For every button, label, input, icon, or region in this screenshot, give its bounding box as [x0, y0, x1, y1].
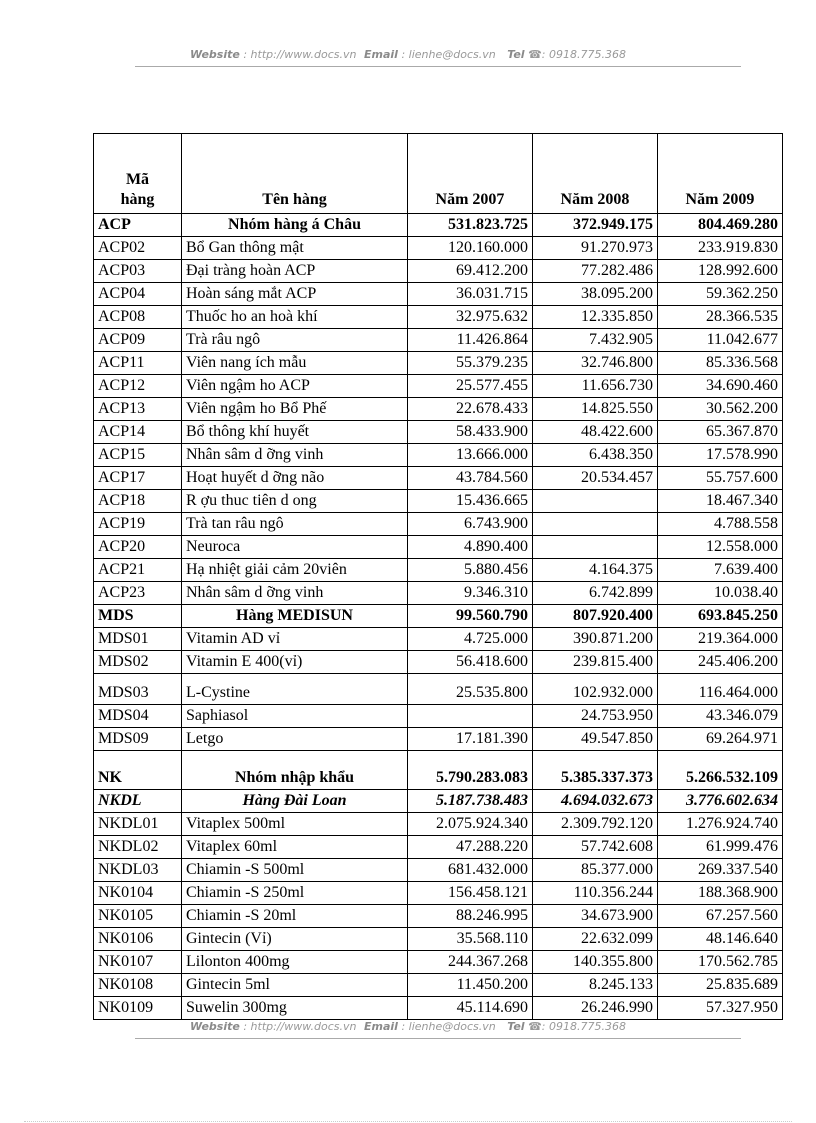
table-row: [94, 674, 783, 705]
page-bottom-divider: [24, 1121, 792, 1122]
col-header-code: Mã hàng: [94, 134, 182, 214]
page-footer: [0, 1020, 816, 1033]
cell-name: Nhóm nhập khẩu: [182, 751, 408, 790]
cell-2008: 91.270.973: [533, 237, 658, 260]
cell-2009: 3.776.602.634: [658, 790, 783, 813]
table-row: [94, 444, 783, 467]
cell-name: Đại tràng hoàn ACP: [182, 260, 408, 283]
cell-2007: 58.433.900: [408, 421, 533, 444]
cell-name: Hoàn sáng mắt ACP: [182, 283, 408, 306]
cell-2008: 11.656.730: [533, 375, 658, 398]
email-value[interactable]: : lienhe@docs.vn: [401, 48, 496, 61]
cell-2008: 4.694.032.673: [533, 790, 658, 813]
footer-email-value[interactable]: : lienhe@docs.vn: [401, 1020, 496, 1033]
cell-code: NK0108: [94, 974, 182, 997]
cell-name: Vitamin E 400(vỉ): [182, 651, 408, 674]
cell-2009: 804.469.280: [658, 214, 783, 237]
table-row: [94, 513, 783, 536]
cell-name: Hàng MEDISUN: [182, 605, 408, 628]
cell-2009: 57.327.950: [658, 997, 783, 1020]
cell-name: Gintecin (Vỉ): [182, 928, 408, 951]
col-header-2009: Năm 2009: [658, 134, 783, 214]
cell-name: Trà râu ngô: [182, 329, 408, 352]
cell-name: Chiamin -S 250ml: [182, 882, 408, 905]
cell-name: R ợu thuc tiên d ong: [182, 490, 408, 513]
table-row: [94, 306, 783, 329]
cell-2009: 48.146.640: [658, 928, 783, 951]
cell-2007: 2.075.924.340: [408, 813, 533, 836]
cell-2009: 693.845.250: [658, 605, 783, 628]
cell-2009: 233.919.830: [658, 237, 783, 260]
cell-2008: 38.095.200: [533, 283, 658, 306]
cell-name: Saphiasol: [182, 705, 408, 728]
table-row: [94, 974, 783, 997]
cell-code: NK0109: [94, 997, 182, 1020]
table-row: [94, 582, 783, 605]
cell-2007: 43.784.560: [408, 467, 533, 490]
cell-2009: 1.276.924.740: [658, 813, 783, 836]
cell-2007: 11.426.864: [408, 329, 533, 352]
table-row: [94, 790, 783, 813]
cell-code: ACP20: [94, 536, 182, 559]
cell-name: Hàng Đài Loan: [182, 790, 408, 813]
table-row: [94, 651, 783, 674]
cell-2008: 4.164.375: [533, 559, 658, 582]
cell-2007: 5.790.283.083: [408, 751, 533, 790]
website-label: Website: [190, 48, 240, 61]
cell-name: Viên nang ích mẫu: [182, 352, 408, 375]
cell-code: ACP08: [94, 306, 182, 329]
table-row: [94, 628, 783, 651]
cell-name: Gintecin 5ml: [182, 974, 408, 997]
cell-2008: 57.742.608: [533, 836, 658, 859]
cell-2008: 102.932.000: [533, 674, 658, 705]
table-row: [94, 882, 783, 905]
cell-2008: 6.438.350: [533, 444, 658, 467]
cell-2007: 11.450.200: [408, 974, 533, 997]
cell-2007: 45.114.690: [408, 997, 533, 1020]
cell-2008: 140.355.800: [533, 951, 658, 974]
cell-2009: 7.639.400: [658, 559, 783, 582]
cell-name: Hoạt huyết d ỡng não: [182, 467, 408, 490]
footer-rule: [135, 1038, 741, 1039]
cell-2008: 85.377.000: [533, 859, 658, 882]
cell-name: Letgo: [182, 728, 408, 751]
cell-2008: [533, 490, 658, 513]
cell-2007: 681.432.000: [408, 859, 533, 882]
cell-2007: 17.181.390: [408, 728, 533, 751]
cell-2008: 5.385.337.373: [533, 751, 658, 790]
cell-2007: 32.975.632: [408, 306, 533, 329]
cell-2007: 13.666.000: [408, 444, 533, 467]
col-header-2008: Năm 2008: [533, 134, 658, 214]
cell-code: ACP: [94, 214, 182, 237]
cell-2008: 7.432.905: [533, 329, 658, 352]
cell-name: Nhóm hàng á Châu: [182, 214, 408, 237]
cell-2007: 25.535.800: [408, 674, 533, 705]
cell-code: ACP23: [94, 582, 182, 605]
table-row: [94, 997, 783, 1020]
cell-2009: 11.042.677: [658, 329, 783, 352]
cell-2007: 25.577.455: [408, 375, 533, 398]
table-row: [94, 728, 783, 751]
cell-name: Thuốc ho an hoà khí: [182, 306, 408, 329]
cell-name: Bổ thông khí huyết: [182, 421, 408, 444]
cell-code: ACP15: [94, 444, 182, 467]
table-row: [94, 214, 783, 237]
cell-2008: 49.547.850: [533, 728, 658, 751]
page-header: [0, 48, 816, 61]
cell-code: NK: [94, 751, 182, 790]
col-header-2007: Năm 2007: [408, 134, 533, 214]
cell-code: ACP19: [94, 513, 182, 536]
cell-2007: 5.187.738.483: [408, 790, 533, 813]
cell-2008: 32.746.800: [533, 352, 658, 375]
cell-2007: 5.880.456: [408, 559, 533, 582]
cell-2007: 4.890.400: [408, 536, 533, 559]
footer-email-label: Email: [364, 1020, 398, 1033]
cell-name: Trà tan râu ngô: [182, 513, 408, 536]
cell-2008: 12.335.850: [533, 306, 658, 329]
cell-name: Lilonton 400mg: [182, 951, 408, 974]
cell-code: NK0106: [94, 928, 182, 951]
cell-2007: 69.412.200: [408, 260, 533, 283]
table-row: [94, 928, 783, 951]
cell-name: Nhân sâm d ỡng vinh: [182, 444, 408, 467]
website-url[interactable]: : http://www.docs.vn: [243, 48, 357, 61]
cell-2009: 245.406.200: [658, 651, 783, 674]
cell-name: Chiamin -S 20ml: [182, 905, 408, 928]
sales-table: [93, 133, 783, 1020]
cell-2007: 22.678.433: [408, 398, 533, 421]
cell-code: ACP02: [94, 237, 182, 260]
footer-website-url[interactable]: : http://www.docs.vn: [243, 1020, 357, 1033]
cell-name: Nhân sâm d ỡng vinh: [182, 582, 408, 605]
cell-2008: [533, 513, 658, 536]
table-row: [94, 467, 783, 490]
cell-2007: 9.346.310: [408, 582, 533, 605]
cell-2009: 65.367.870: [658, 421, 783, 444]
cell-name: Suwelin 300mg: [182, 997, 408, 1020]
cell-2008: [533, 536, 658, 559]
table-header-row: [94, 134, 783, 214]
cell-code: ACP21: [94, 559, 182, 582]
cell-name: Viên ngậm ho ACP: [182, 375, 408, 398]
cell-code: MDS: [94, 605, 182, 628]
cell-2009: 10.038.40: [658, 582, 783, 605]
table-row: [94, 905, 783, 928]
cell-2008: 24.753.950: [533, 705, 658, 728]
cell-code: MDS09: [94, 728, 182, 751]
cell-2009: 28.366.535: [658, 306, 783, 329]
cell-2007: 35.568.110: [408, 928, 533, 951]
cell-code: ACP18: [94, 490, 182, 513]
cell-2007: 6.743.900: [408, 513, 533, 536]
cell-2007: 4.725.000: [408, 628, 533, 651]
cell-2009: 69.264.971: [658, 728, 783, 751]
cell-2008: 48.422.600: [533, 421, 658, 444]
cell-2009: 85.336.568: [658, 352, 783, 375]
cell-2009: 43.346.079: [658, 705, 783, 728]
cell-2008: 77.282.486: [533, 260, 658, 283]
table-row: [94, 490, 783, 513]
cell-2009: 61.999.476: [658, 836, 783, 859]
cell-2008: 8.245.133: [533, 974, 658, 997]
cell-2007: 244.367.268: [408, 951, 533, 974]
cell-code: ACP12: [94, 375, 182, 398]
cell-2008: 34.673.900: [533, 905, 658, 928]
cell-2008: 2.309.792.120: [533, 813, 658, 836]
email-label: Email: [364, 48, 398, 61]
cell-name: Neuroca: [182, 536, 408, 559]
col-header-name: Tên hàng: [182, 134, 408, 214]
cell-2009: 4.788.558: [658, 513, 783, 536]
tel-value: ☎: 0918.775.368: [528, 48, 626, 61]
table-row: [94, 283, 783, 306]
cell-2009: 18.467.340: [658, 490, 783, 513]
table-row: [94, 329, 783, 352]
cell-code: MDS02: [94, 651, 182, 674]
cell-2008: 372.949.175: [533, 214, 658, 237]
header-rule: [135, 66, 741, 67]
cell-2007: 36.031.715: [408, 283, 533, 306]
footer-website-label: Website: [190, 1020, 240, 1033]
cell-2009: 55.757.600: [658, 467, 783, 490]
cell-2009: 170.562.785: [658, 951, 783, 974]
cell-2007: 56.418.600: [408, 651, 533, 674]
cell-2008: 6.742.899: [533, 582, 658, 605]
cell-2009: 67.257.560: [658, 905, 783, 928]
table-row: [94, 237, 783, 260]
cell-2009: 25.835.689: [658, 974, 783, 997]
cell-2007: 88.246.995: [408, 905, 533, 928]
table-row: [94, 421, 783, 444]
table-row: [94, 836, 783, 859]
cell-2009: 269.337.540: [658, 859, 783, 882]
footer-tel-label: Tel: [507, 1020, 525, 1033]
cell-code: ACP11: [94, 352, 182, 375]
cell-code: ACP03: [94, 260, 182, 283]
cell-name: Vitaplex 60ml: [182, 836, 408, 859]
cell-code: NKDL02: [94, 836, 182, 859]
table-row: [94, 375, 783, 398]
cell-2008: 22.632.099: [533, 928, 658, 951]
cell-2007: 55.379.235: [408, 352, 533, 375]
cell-code: NKDL01: [94, 813, 182, 836]
cell-2008: 110.356.244: [533, 882, 658, 905]
cell-2009: 59.362.250: [658, 283, 783, 306]
cell-2007: 99.560.790: [408, 605, 533, 628]
cell-name: L-Cystine: [182, 674, 408, 705]
cell-2009: 219.364.000: [658, 628, 783, 651]
cell-2007: 156.458.121: [408, 882, 533, 905]
table-row: [94, 951, 783, 974]
table-row: [94, 813, 783, 836]
table-row: [94, 260, 783, 283]
cell-code: ACP14: [94, 421, 182, 444]
cell-code: MDS04: [94, 705, 182, 728]
cell-name: Bổ Gan thông mật: [182, 237, 408, 260]
cell-code: ACP09: [94, 329, 182, 352]
table-row: [94, 859, 783, 882]
table-row: [94, 352, 783, 375]
cell-2009: 30.562.200: [658, 398, 783, 421]
cell-2007: 531.823.725: [408, 214, 533, 237]
cell-2009: 34.690.460: [658, 375, 783, 398]
cell-2007: 120.160.000: [408, 237, 533, 260]
cell-code: MDS01: [94, 628, 182, 651]
cell-code: NK0104: [94, 882, 182, 905]
cell-2008: 26.246.990: [533, 997, 658, 1020]
cell-2009: 188.368.900: [658, 882, 783, 905]
cell-2009: 5.266.532.109: [658, 751, 783, 790]
table-row: [94, 705, 783, 728]
cell-code: NK0105: [94, 905, 182, 928]
table-row: [94, 559, 783, 582]
cell-2008: 14.825.550: [533, 398, 658, 421]
cell-2008: 390.871.200: [533, 628, 658, 651]
cell-2007: [408, 705, 533, 728]
cell-2009: 128.992.600: [658, 260, 783, 283]
cell-code: NKDL03: [94, 859, 182, 882]
cell-2009: 116.464.000: [658, 674, 783, 705]
cell-2008: 20.534.457: [533, 467, 658, 490]
table-row: [94, 751, 783, 790]
cell-code: ACP17: [94, 467, 182, 490]
cell-2007: 15.436.665: [408, 490, 533, 513]
table-row: [94, 605, 783, 628]
cell-name: Hạ nhiệt giải cảm 20viên: [182, 559, 408, 582]
cell-code: ACP04: [94, 283, 182, 306]
cell-name: Chiamin -S 500ml: [182, 859, 408, 882]
table-row: [94, 398, 783, 421]
cell-code: ACP13: [94, 398, 182, 421]
cell-code: MDS03: [94, 674, 182, 705]
cell-code: NKDL: [94, 790, 182, 813]
cell-2008: 807.920.400: [533, 605, 658, 628]
cell-2009: 12.558.000: [658, 536, 783, 559]
cell-name: Vitamin AD vỉ: [182, 628, 408, 651]
cell-2008: 239.815.400: [533, 651, 658, 674]
cell-name: Vitaplex 500ml: [182, 813, 408, 836]
footer-tel-value: ☎: 0918.775.368: [528, 1020, 626, 1033]
tel-label: Tel: [507, 48, 525, 61]
table-row: [94, 536, 783, 559]
table-body: [94, 214, 783, 1020]
cell-code: NK0107: [94, 951, 182, 974]
cell-name: Viên ngậm ho Bổ Phế: [182, 398, 408, 421]
cell-2009: 17.578.990: [658, 444, 783, 467]
cell-2007: 47.288.220: [408, 836, 533, 859]
